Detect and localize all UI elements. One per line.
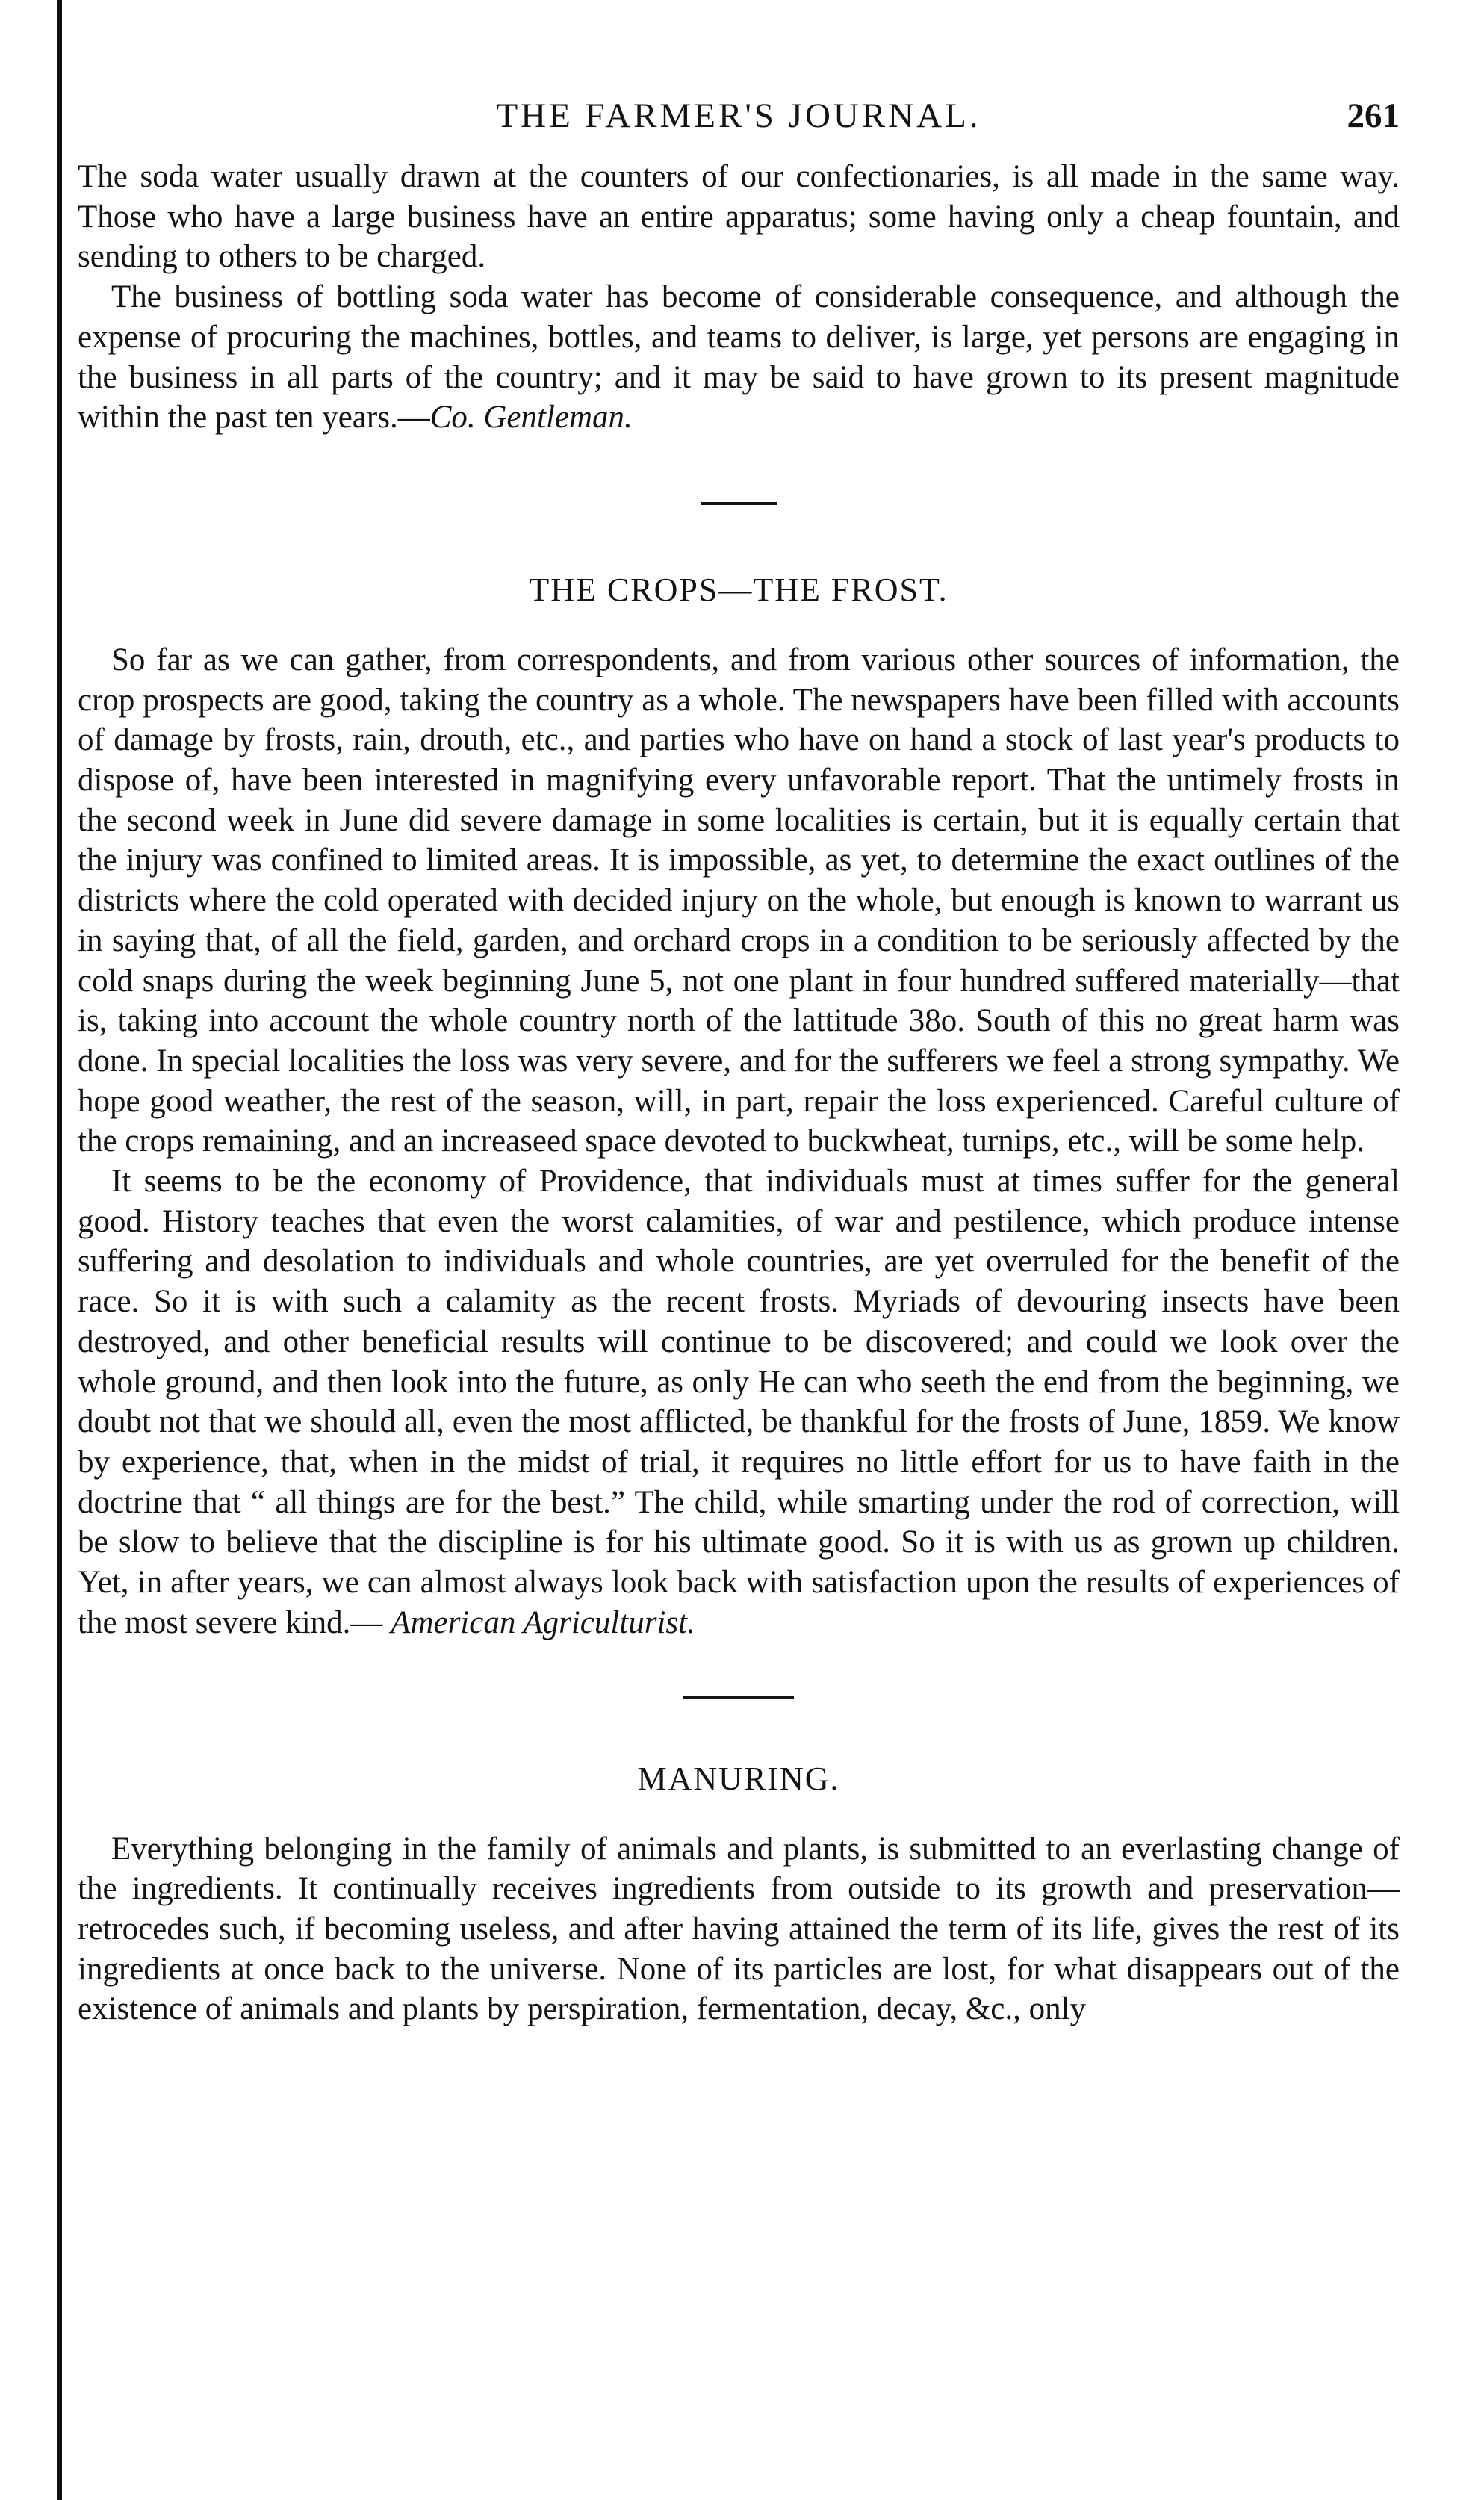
soda-water-article xyxy=(78,157,1400,438)
manuring-heading: MANURING. xyxy=(637,1760,840,1797)
journal-page xyxy=(78,96,1400,2029)
soda-article-source: Co. Gentleman. xyxy=(429,400,633,435)
soda-paragraph-2 xyxy=(78,277,1400,438)
journal-title: THE FARMER'S JOURNAL. xyxy=(496,96,981,135)
soda-paragraph-2-text: The business of bottling soda water has become of considerable consequence, and although the expense of procuring the machines, bottles, and teams to deliver, is large, yet persons are engaging in the business in all parts of the country; and it may be said to have grown to its present magnitude within the past ten years.— xyxy=(78,279,1400,435)
crops-paragraph-2-text: It seems to be the economy of Providence, that individuals must at times suffer for the general good. History teaches that even the worst calamities, of war and pestilence, which produce intense suffering and desolation to individuals and whole countries, are yet overruled for the benefit of the race. So it is with such a calamity as the recent frosts. Myriads of devouring insects have been destroyed, and other beneficial results will continue to be discovered; and could we look over the whole ground, and then look into the future, as only He can who seeth the end from the beginning, we doubt not that we should all, even the most afflicted, be thankful for the frosts of June, 1859. We know by experience, that, when in the midst of trial, it requires no little effort for us to have faith in the doctrine that “ all things are for the best.” The child, while smarting under the rod of correction, will be slow to believe that the discipline is for his ultimate good. So it is with us as grown up children. Yet, in after years, we can almost always look back with satisfaction upon the results of experiences of the most severe kind.— xyxy=(78,1164,1400,1640)
soda-paragraph-1: The soda water usually drawn at the counters of our confectionaries, is all made in the same way. Those who have a large business have an entire apparatus; some having only a cheap fountain, and sending to others to be charged. xyxy=(78,159,1400,275)
crops-frost-heading: THE CROPS—THE FROST. xyxy=(529,571,949,608)
crops-paragraph-2 xyxy=(78,1161,1400,1643)
crops-paragraph-1: So far as we can gather, from correspondents, and from various other sources of information, the crop prospects are good, taking the country as a whole. The newspapers have been filled with accounts of damage by frosts, rain, drouth, etc., and parties who have on hand a stock of last year's products to dispose of, have been interested in magnifying every unfavorable report. That the untimely frosts in the second week in June did severe damage in some localities is certain, but it is equally certain that the injury was confined to limited areas. It is impossible, as yet, to determine the exact outlines of the districts where the cold operated with decided injury on the whole, but enough is known to warrant us in saying that, of all the field, garden, and orchard crops in a condition to be seriously affected by the cold snaps during the week beginning June 5, not one plant in four hundred suffered materially—that is, taking into account the whole country north of the lattitude 38o. South of this no great harm was done. In special localities the loss was very severe, and for the sufferers we feel a strong sympathy. We hope good weather, the rest of the season, will, in part, repair the loss experienced. Careful culture of the crops remaining, and an increaseed space devoted to buckwheat, turnips, etc., will be some help. xyxy=(78,642,1400,1159)
crops-frost-article xyxy=(78,571,1400,1643)
running-head xyxy=(78,96,1400,140)
manuring-paragraph-1: Everything belonging in the family of animals and plants, is submitted to an everlasting change of the ingredients. It continually receives ingredients from outside to its growth and preservation—retrocedes such, if becoming useless, and after having attained the term of its life, gives the rest of its ingredients at once back to the universe. None of its particles are lost, for what disappears out of the existence of animals and plants by perspiration, fermentation, decay, &c., only xyxy=(78,1831,1400,2027)
section-divider xyxy=(701,502,777,505)
section-divider xyxy=(683,1696,794,1699)
crops-article-source: American Agriculturist. xyxy=(391,1604,695,1640)
manuring-article xyxy=(78,1760,1400,2030)
page-margin-rule xyxy=(57,0,62,2500)
page-number: 261 xyxy=(1347,96,1400,135)
